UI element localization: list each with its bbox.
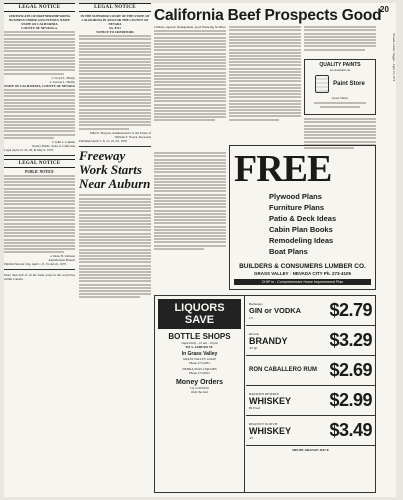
beef-story-col-1b bbox=[154, 151, 226, 251]
free-word: FREE bbox=[234, 148, 332, 190]
free-item: Plywood Plans bbox=[269, 192, 322, 201]
column-legal-1 bbox=[4, 3, 75, 281]
product-size: 4/5 Qt. bbox=[249, 345, 258, 350]
public-notice-sig-1: s/ Dean H. Johnson bbox=[50, 254, 75, 259]
product-name: GIN or VODKA bbox=[249, 305, 302, 315]
notice-sig-1: s/ Lloyd L. Haddy bbox=[51, 75, 75, 80]
price-list bbox=[246, 296, 375, 492]
free-item: Boat Plans bbox=[269, 247, 308, 256]
free-item: Remodeling Ideas bbox=[269, 236, 334, 245]
price-row bbox=[246, 386, 375, 416]
liquor-phone-2: Phone 273-0612 bbox=[189, 371, 210, 375]
beef-story-col-2 bbox=[229, 25, 301, 122]
public-notice-sig-2: Adjudication Branch bbox=[48, 258, 75, 263]
public-notice-publication: Publish Nevada City, April 1, 8, 15 and 22, 1970 bbox=[4, 262, 67, 267]
beef-story-col-3 bbox=[304, 25, 376, 52]
legal-notice-header-2: LEGAL NOTICE bbox=[4, 159, 75, 168]
product-size: 86 Proof bbox=[249, 405, 261, 410]
liquor-phone-1: Phone 273-4661 bbox=[189, 361, 210, 365]
chip-banner: CHIP in - Comprehensive Home Improvement Plan bbox=[234, 279, 371, 285]
liquor-store-3: SIERRA SEAS LIQUORS bbox=[182, 367, 217, 371]
lumber-company: BUILDERS & CONSUMERS LUMBER CO. bbox=[239, 263, 366, 270]
price-row bbox=[246, 356, 375, 386]
price-row bbox=[246, 416, 375, 446]
notice-body bbox=[4, 31, 75, 74]
paint-ad-sub: are Available At bbox=[329, 68, 351, 72]
page-number: 20 bbox=[380, 5, 389, 14]
liquor-footer: MELBE ORANGE JUICE bbox=[292, 448, 329, 452]
liquor-address: 991 S. AUBURN ST. bbox=[185, 345, 214, 349]
notice-body-2 bbox=[4, 89, 75, 139]
freeway-headline: Freeway Work Starts Near Auburn bbox=[79, 148, 151, 192]
liquor-store-2: GRASS VALLEY 4-DAY bbox=[182, 357, 217, 361]
free-item: Patio & Deck Ideas bbox=[269, 214, 337, 223]
lumber-location: GRASS VALLEY · NEVADA CITY Ph. 273-4105 bbox=[253, 271, 352, 276]
liquor-hours: Open Daily - 10 am - 10 pm bbox=[181, 341, 218, 345]
product-price: $3.29 bbox=[329, 330, 372, 350]
product-brand: REGENCY SCOTCH bbox=[249, 421, 278, 426]
liquor-ad bbox=[154, 295, 376, 493]
notice-official: Notary Public, State of California bbox=[32, 144, 75, 148]
price-row bbox=[246, 326, 375, 356]
paint-store-name: Paint Store bbox=[333, 80, 365, 87]
product-price: $2.79 bbox=[329, 300, 372, 320]
free-items-list bbox=[234, 191, 371, 257]
freeway-story bbox=[79, 194, 151, 298]
free-item: Furniture Plans bbox=[269, 203, 325, 212]
court-notice-publication: Published April 1, 8, 15, 22, 29, 1970 bbox=[79, 138, 127, 143]
notice-publication: Legal April 15, 22, 29, & May 6, 1970 bbox=[4, 148, 54, 152]
product-price: $2.99 bbox=[329, 390, 372, 410]
margin-text: Nevada County Nugget - April 15, 1970 bbox=[392, 33, 396, 82]
court-notice-title-2: NOTICE TO CREDITORS bbox=[96, 30, 134, 34]
free-plans-ad bbox=[229, 145, 376, 290]
product-brand: Ricardo bbox=[249, 331, 260, 336]
paint-can-icon bbox=[315, 75, 329, 93]
notice-sig-3: s/ John L. Lamme bbox=[51, 140, 75, 144]
legal-notice-header-3: LEGAL NOTICE bbox=[79, 3, 151, 12]
paint-ad bbox=[304, 59, 376, 115]
free-item: Cabin Plan Books bbox=[269, 225, 333, 234]
money-orders-sub: Up to $100.00 bbox=[190, 386, 209, 390]
court-notice-sig: Ethel E. Hayson, Administratrix of the Estate of William T. Noack, Deceased bbox=[89, 130, 151, 139]
liquor-store-1: In Grass Valley bbox=[181, 351, 218, 357]
product-size: 1/5 bbox=[249, 315, 254, 320]
column-legal-2 bbox=[79, 3, 151, 300]
court-notice-no: No. 8711 bbox=[109, 26, 121, 30]
price-row bbox=[246, 296, 375, 326]
money-orders: Money Orders bbox=[175, 379, 224, 386]
product-brand: Beefeaters bbox=[249, 301, 263, 306]
paint-ad-location: Grass Valley bbox=[331, 96, 349, 100]
product-size: 4/5 bbox=[249, 435, 254, 440]
product-name: WHISKEY bbox=[249, 395, 292, 406]
story-lead: Climate, superior management, good financing facilities bbox=[154, 25, 226, 29]
product-price: $3.49 bbox=[329, 420, 372, 440]
liquor-logo bbox=[158, 299, 241, 329]
public-notice-body bbox=[4, 175, 75, 254]
product-name: BRANDY bbox=[249, 335, 288, 346]
beef-story-col-1 bbox=[154, 25, 226, 123]
legal-notice-header: LEGAL NOTICE bbox=[4, 3, 75, 12]
paint-ad-title: QUALITY PAINTS bbox=[319, 62, 361, 68]
notice-state: STATE OF CALIFORNIA, COUNTY OF NEVADA bbox=[4, 83, 75, 88]
product-name: WHISKEY bbox=[249, 425, 292, 436]
filler-fact: More than half of all the fresh water in the world lies within Canada. bbox=[4, 273, 75, 282]
main-headline: California Beef Prospects Good bbox=[154, 7, 382, 24]
public-notice-title: PUBLIC NOTICE bbox=[25, 169, 54, 174]
notice-county: COUNTY OF NEVADA ss. bbox=[21, 26, 58, 30]
notice-sig-2: s/ Lavone L. Haddy bbox=[49, 79, 75, 84]
liquor-tagline: Only the best bbox=[191, 390, 208, 394]
bottle-shops-title: BOTTLE SHOPS bbox=[168, 332, 231, 341]
product-name: RON CABALLERO RUM bbox=[249, 367, 317, 373]
product-price: $2.69 bbox=[329, 360, 372, 380]
notice-partnership-title: CERTIFICATE OF PARTNERSHIP DOING BUSINESS UNDER A FICTITIOUS NAME STATE OF CALIFORNIA bbox=[8, 14, 71, 26]
newspaper-page bbox=[4, 3, 396, 497]
court-notice-body bbox=[79, 35, 151, 129]
court-notice-title: IN THE SUPERIOR COURT OF THE STATE OF CALIFORNIA IN AND FOR THE COUNTY OF NEVADA bbox=[80, 14, 150, 26]
liquor-title: LIQUORS SAVE bbox=[174, 302, 225, 326]
product-brand: BARTON'S RESERVE bbox=[249, 391, 279, 396]
